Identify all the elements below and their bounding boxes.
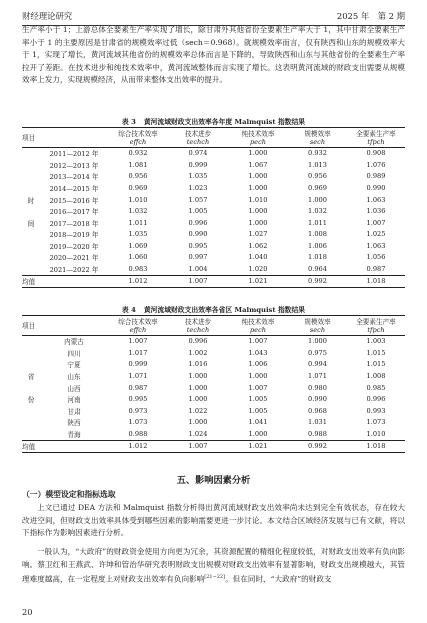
value-cell: 1.076 (366, 160, 386, 169)
table4-col-pech: 纯技术效率 (241, 318, 275, 326)
group-label-cell: 时 (27, 196, 35, 205)
value-cell: 1.041 (248, 418, 268, 427)
value-cell: 0.968 (308, 406, 327, 415)
value-cell: 0.932 (308, 149, 327, 158)
group-label-cell (22, 382, 40, 394)
table4-mean-techch: 1.007 (188, 442, 208, 451)
table4-col-tfpch: 全要素生产率 (356, 318, 396, 326)
value-cell: 1.010 (248, 195, 268, 204)
table-row (22, 182, 405, 194)
table4-mean-row (22, 440, 405, 453)
value-cell: 1.057 (188, 195, 208, 204)
table4-row-header: 项目 (22, 322, 36, 331)
value-cell: 1.010 (128, 195, 148, 204)
group-label-cell (22, 240, 40, 252)
table-row (22, 382, 405, 394)
value-cell: 0.989 (366, 172, 386, 181)
table-row (22, 393, 405, 405)
value-cell: 0.974 (188, 149, 208, 158)
value-cell: 0.999 (188, 160, 208, 169)
value-cell: 1.024 (188, 429, 208, 438)
value-cell: 0.996 (188, 218, 208, 227)
group-label-cell (22, 359, 40, 371)
row-label: 2020—2021 年 (49, 254, 99, 263)
group-label-cell (22, 416, 40, 428)
value-cell: 1.015 (366, 348, 386, 357)
value-cell: 1.025 (366, 230, 386, 239)
group-label-cell (22, 147, 40, 159)
table-row (22, 405, 405, 417)
value-cell: 1.035 (188, 172, 208, 181)
row-label: 2018—2019 年 (49, 231, 99, 240)
table3-col-sech: 规模效率 (304, 130, 331, 138)
table4-col-techch-en: techch (186, 326, 210, 334)
table4-mean-tfpch: 1.018 (366, 442, 386, 451)
value-cell: 0.983 (128, 264, 148, 273)
value-cell: 1.008 (366, 372, 386, 380)
table3-mean-techch: 1.007 (188, 277, 208, 286)
table4-mean-pech: 1.021 (248, 442, 268, 451)
row-label: 陕西 (67, 419, 81, 428)
section-heading: 五、影响因素分析 (176, 475, 251, 486)
group-label-cell (22, 405, 40, 417)
value-cell: 0.987 (128, 383, 148, 392)
row-label: 2013—2014 年 (49, 173, 99, 182)
table4-label: 表 4 (121, 306, 136, 314)
table3-col-pech: 纯技术效率 (241, 130, 275, 138)
group-label-cell: 间 (27, 219, 35, 228)
page-number: 20 (22, 607, 33, 617)
value-cell: 1.056 (366, 253, 386, 262)
table3-col-sech-en: sech (309, 138, 326, 146)
value-cell: 1.013 (308, 160, 327, 169)
value-cell: 0.969 (128, 184, 148, 192)
value-cell: 1.081 (128, 160, 148, 169)
group-label-cell (22, 428, 40, 440)
table-row (22, 263, 405, 275)
value-cell: 1.018 (308, 253, 327, 262)
value-cell: 1.000 (248, 149, 268, 158)
table3-mean-label: 均值 (22, 278, 36, 287)
row-label: 青海 (67, 430, 81, 439)
row-label: 2011—2012 年 (49, 150, 99, 159)
table4-col-sech: 规模效率 (304, 318, 331, 326)
table4-col-effch-en: effch (129, 326, 147, 334)
row-label: 山西 (67, 384, 81, 393)
table-row (22, 252, 405, 264)
value-cell: 1.006 (308, 241, 327, 250)
row-label: 河南 (67, 396, 81, 405)
value-cell: 1.010 (366, 429, 386, 438)
value-cell: 1.067 (248, 160, 268, 169)
value-cell: 0.994 (308, 360, 327, 369)
value-cell: 1.000 (248, 429, 268, 438)
value-cell: 0.987 (366, 264, 386, 273)
value-cell: 0.956 (128, 172, 148, 181)
table-row (22, 335, 405, 347)
value-cell: 0.995 (188, 241, 208, 250)
value-cell: 1.005 (248, 395, 268, 404)
value-cell: 1.073 (128, 418, 148, 427)
value-cell: 0.995 (128, 395, 148, 404)
value-cell: 0.988 (128, 429, 148, 438)
table3-col-effch-en: effch (129, 138, 147, 146)
table-row (22, 147, 405, 159)
table-row (22, 217, 405, 229)
table3-row-header: 项目 (22, 134, 36, 143)
value-cell: 1.000 (248, 184, 268, 192)
value-cell: 0.964 (308, 264, 327, 273)
value-cell: 0.969 (308, 184, 327, 192)
table-row (22, 205, 405, 217)
row-label: 2015—2016 年 (49, 196, 99, 205)
value-cell: 1.000 (188, 383, 208, 392)
table3-mean-tfpch: 1.018 (366, 277, 386, 286)
table3 (22, 127, 405, 288)
value-cell: 1.000 (188, 395, 208, 404)
table-row (22, 416, 405, 428)
table-row (22, 428, 405, 440)
value-cell: 0.996 (366, 395, 386, 404)
citation-ref: [21−22] (204, 574, 226, 581)
value-cell: 0.908 (366, 149, 386, 158)
group-label-cell (22, 263, 40, 275)
subsection-heading: （一）模型设定和指标选取 (22, 490, 116, 499)
table3-mean-effch: 1.012 (128, 277, 148, 286)
table3-caption (22, 116, 405, 126)
journal-name: 财经理论研究 (22, 11, 73, 21)
value-cell: 1.000 (248, 218, 268, 227)
value-cell: 1.000 (248, 372, 268, 380)
value-cell: 1.062 (248, 241, 268, 250)
value-cell: 1.000 (308, 195, 327, 204)
paragraph-factors-text: 一般认为，“大政府”的财政资金使用方向更为冗余，其资源配置的精细化程度较低，对财政支出效率有负向影响。蔡卫红和王燕武、许坤和管治华研究表明财政支出规模对财政支出效率有显著影响，财政支出规模越大，其管理难度越高，在一定程度上对财政支出效率有负向影响 (22, 547, 405, 584)
value-cell: 1.000 (248, 207, 268, 216)
value-cell: 1.003 (366, 337, 386, 346)
group-label-cell (22, 347, 40, 359)
table3-col-tfpch: 全要素生产率 (356, 130, 396, 138)
table3-mean-row (22, 275, 405, 288)
table3-label: 表 3 (121, 118, 136, 126)
value-cell: 0.990 (308, 395, 327, 404)
table4-header-row (22, 316, 405, 327)
value-cell: 1.007 (128, 337, 148, 346)
table-row (22, 359, 405, 371)
row-label: 四川 (67, 349, 81, 358)
table4-col-pech-en: pech (249, 326, 267, 334)
table3-header-row (22, 128, 405, 139)
value-cell: 1.071 (128, 372, 148, 380)
table3-col-tfpch-en: tfpch (367, 138, 385, 146)
table4-mean-sech: 0.992 (308, 442, 327, 451)
issue-info: 2025 年 第 2 期 (336, 11, 405, 21)
row-label: 甘肃 (67, 407, 81, 416)
table-row (22, 240, 405, 252)
value-cell: 0.990 (188, 230, 208, 239)
table4-col-sech-en: sech (309, 326, 326, 334)
value-cell: 1.017 (128, 348, 148, 357)
row-label: 2021—2022 年 (49, 265, 99, 274)
value-cell: 1.063 (366, 195, 386, 204)
value-cell: 0.956 (308, 172, 327, 181)
group-label-cell (22, 252, 40, 264)
value-cell: 1.000 (188, 418, 208, 427)
table3-col-effch: 综合技术效率 (118, 130, 158, 138)
value-cell: 1.073 (366, 418, 386, 427)
value-cell: 1.023 (188, 184, 208, 192)
value-cell: 1.032 (128, 207, 148, 216)
paragraph-method: 上文已通过 DEA 方法和 Malmquist 指数分析得出黄河流域财政支出效率尚未达到完全有效状态，存在较大改进空间，但财政支出效率具体受到哪些因素的影响需要更进一步讨论。本文结合区域经济发展与已有文献，将以下指标作为影响因素进行分析。 (22, 503, 405, 538)
value-cell: 1.020 (248, 264, 268, 273)
row-label: 内蒙古 (64, 338, 84, 347)
value-cell: 1.027 (248, 230, 268, 239)
row-label: 2016—2017 年 (49, 208, 99, 217)
value-cell: 1.069 (128, 241, 148, 250)
value-cell: 1.016 (188, 360, 208, 369)
value-cell: 1.004 (188, 264, 208, 273)
value-cell: 1.011 (128, 218, 148, 227)
value-cell: 0.990 (366, 184, 386, 192)
intro-paragraph: 生产率小于 1；上游总体全要素生产率实现了增长，除甘肃外其他省份全要素生产率大于 1，其中甘肃全要素生产率小于 1 的主要原因是甘肃省的规模效率过低（sech＝0.968）。就规模效率而言，仅有陕西和山东的规模效率大于 1，实现了增长，黄河流域其他省份的规模效率总体而言是下降的，导致陕西和山东与其他省份的全要素生产率拉开了差距。在技术进步和纯技术效率中，黄河流域整体而言实现了增长。这表明黄河流域的财政支出需要从规模效率上发力，实现规模经济，从而带来整体支出效率的提升。 (22, 25, 405, 85)
row-label: 2014—2015 年 (49, 185, 99, 193)
value-cell: 1.015 (366, 360, 386, 369)
table-row (22, 194, 405, 206)
value-cell: 1.035 (128, 230, 148, 239)
value-cell: 1.032 (308, 207, 327, 216)
value-cell: 1.000 (248, 172, 268, 181)
value-cell: 0.985 (366, 383, 386, 392)
table-row (22, 370, 405, 382)
table3-body (22, 147, 405, 275)
table4-title: 黄河流域财政支出效率各省区 Malmquist 指数结果 (143, 306, 306, 314)
value-cell: 1.071 (308, 372, 327, 380)
table3-mean-sech: 0.992 (308, 277, 327, 286)
value-cell: 1.063 (366, 241, 386, 250)
row-label: 2017—2018 年 (49, 219, 99, 228)
value-cell: 1.060 (128, 253, 148, 262)
value-cell: 1.000 (188, 372, 208, 380)
table4 (22, 315, 405, 453)
table4-caption (22, 304, 405, 314)
value-cell: 0.973 (128, 406, 148, 415)
value-cell: 1.006 (248, 360, 268, 369)
value-cell: 1.022 (188, 406, 208, 415)
value-cell: 1.008 (308, 230, 327, 239)
row-label: 宁夏 (67, 361, 81, 370)
table3-title: 黄河流域财政支出效率各年度 Malmquist 指数结果 (143, 118, 306, 126)
table-row (22, 171, 405, 183)
table3-mean-pech: 1.021 (248, 277, 268, 286)
table4-mean-label: 均值 (22, 443, 36, 452)
value-cell: 1.007 (248, 383, 268, 392)
value-cell: 0.932 (128, 149, 148, 158)
value-cell: 1.000 (308, 337, 327, 346)
table3-col-pech-en: pech (249, 138, 267, 146)
value-cell: 1.043 (248, 348, 268, 357)
value-cell: 0.988 (308, 429, 327, 438)
group-label-cell (22, 228, 40, 240)
row-label: 2019—2020 年 (49, 242, 99, 251)
group-label-cell (22, 182, 40, 194)
table-row (22, 159, 405, 171)
value-cell: 0.980 (308, 383, 327, 392)
value-cell: 0.993 (366, 406, 386, 415)
table4-col-techch: 技术进步 (184, 318, 212, 326)
group-label-cell: 省 (27, 373, 35, 381)
value-cell: 0.999 (128, 360, 148, 369)
group-label-cell (22, 205, 40, 217)
paragraph-factors (22, 546, 405, 586)
value-cell: 0.975 (308, 348, 327, 357)
table-row (22, 228, 405, 240)
table4-mean-effch: 1.012 (128, 442, 148, 451)
group-label-cell (22, 171, 40, 183)
group-label-cell: 份 (27, 396, 35, 405)
row-label: 2012—2013 年 (49, 161, 99, 170)
value-cell: 1.005 (248, 406, 268, 415)
value-cell: 0.996 (188, 337, 208, 346)
row-label: 山东 (67, 373, 81, 381)
group-label-cell (22, 159, 40, 171)
value-cell: 1.007 (366, 218, 386, 227)
value-cell: 1.011 (308, 218, 327, 227)
table4-col-effch: 综合技术效率 (118, 318, 158, 326)
value-cell: 1.002 (188, 348, 208, 357)
table-row (22, 347, 405, 359)
value-cell: 1.005 (188, 207, 208, 216)
value-cell: 1.031 (308, 418, 327, 427)
value-cell: 0.997 (188, 253, 208, 262)
value-cell: 1.007 (248, 337, 268, 346)
table3-col-techch-en: techch (186, 138, 210, 146)
table3-col-techch: 技术进步 (184, 130, 212, 138)
paragraph-factors-tail: 。但在同时，“大政府”的财政支 (225, 574, 332, 584)
table4-body (22, 335, 405, 440)
table4-col-tfpch-en: tfpch (367, 326, 385, 334)
group-label-cell (22, 335, 40, 347)
value-cell: 1.036 (366, 207, 386, 216)
value-cell: 1.040 (248, 253, 268, 262)
